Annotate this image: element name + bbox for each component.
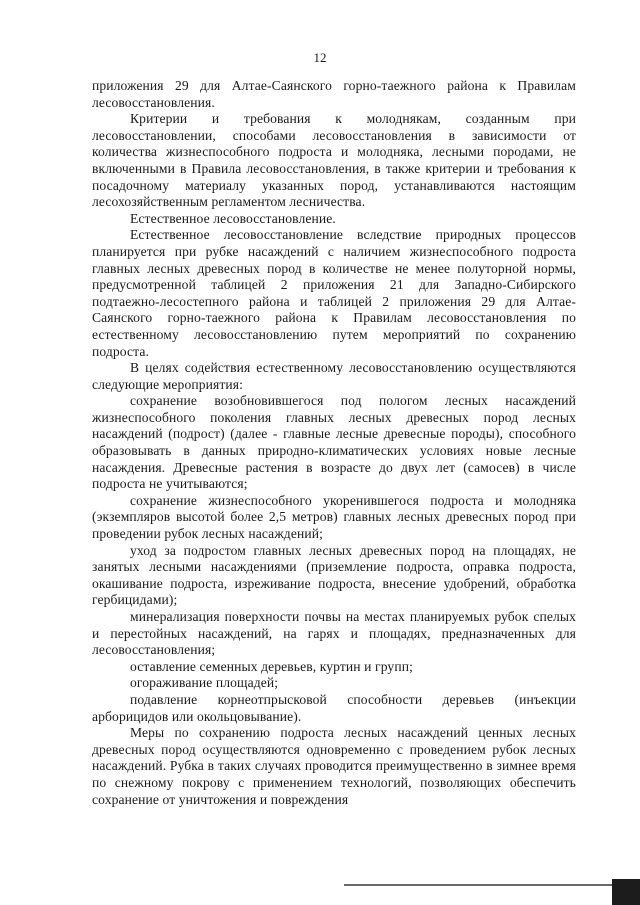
paragraph: Меры по сохранению подроста лесных насаждений ценных лесных древесных пород осуществляются одновременно с проведением рубок лесных насаждений. Рубка в таких случаях проводится преимущественно в зимнее время по снежному покрову с применением технологий, позволяющих обеспечить сохранение от уничтожения и повреждения: [92, 725, 576, 807]
list-item: оставление семенных деревьев, куртин и групп;: [130, 658, 413, 674]
page-number: 12: [313, 50, 327, 65]
section-heading: Естественное лесовосстановление.: [130, 210, 336, 226]
scan-edge-line: [344, 884, 640, 886]
list-item: сохранение возобновившегося под пологом лесных насаждений жизнеспособного поколения главных лесных древесных пород лесных насаждений (подрост) (далее - главные лесные древесные породы), способного образовывать в данных природно-климатических условиях новые лесные насаждения. Древесные растения в возрасте до двух лет (самосев) в числе подроста не учитываются;: [92, 393, 576, 492]
list-item: подавление корнеотпрысковой способности деревьев (инъекции арборицидов или окольцовывание).: [92, 691, 576, 724]
list-item: минерализация поверхности почвы на местах планируемых рубок спелых и перестойных насаждений, на гарях и площадях, предназначенных для лесовосстановления;: [92, 609, 576, 658]
document-body: [92, 78, 576, 808]
paragraph: Естественное лесовосстановление вследствие природных процессов планируется при рубке насаждений с наличием жизнеспособного подроста главных лесных древесных пород в количестве не менее полуторной нормы, предусмотренной таблицей 2 приложения 21 для Западно-Сибирского подтаежно-лесостепного района и таблицей 2 приложения 29 для Алтае-Саянского горно-таежного района к Правилам лесовосстановления по естественному лесовосстановлению путем мероприятий по сохранению подроста.: [92, 227, 576, 359]
list-item: уход за подростом главных лесных древесных пород на площадях, не занятых лесными насаждениями (приземление подроста, оправка подроста, окашивание подроста, изреживание подроста, внесение удобрений, обработка гербицидами);: [92, 542, 576, 608]
paragraph: Критерии и требования к молоднякам, созданным при лесовосстановлении, способами лесовосстановления в зависимости от количества жизнеспособного подроста и молодняка, лесными породами, не включенными в Правила лесовосстановления, в также критерии и требования к посадочному материалу указанных пород, устанавливаются настоящим лесохозяйственным регламентом лесничества.: [92, 111, 576, 210]
paragraph: В целях содействия естественному лесовосстановлению осуществляются следующие мероприятия:: [92, 360, 576, 392]
paragraph: приложения 29 для Алтае-Саянского горно-таежного района к Правилам лесовосстановления.: [92, 78, 576, 110]
scan-corner-mark: [612, 879, 640, 905]
list-item: сохранение жизнеспособного укоренившегося подроста и молодняка (экземпляров высотой более 2,5 метров) главных лесных древесных пород при проведении рубок лесных насаждений;: [92, 492, 576, 542]
list-item: огораживание площадей;: [130, 675, 279, 691]
